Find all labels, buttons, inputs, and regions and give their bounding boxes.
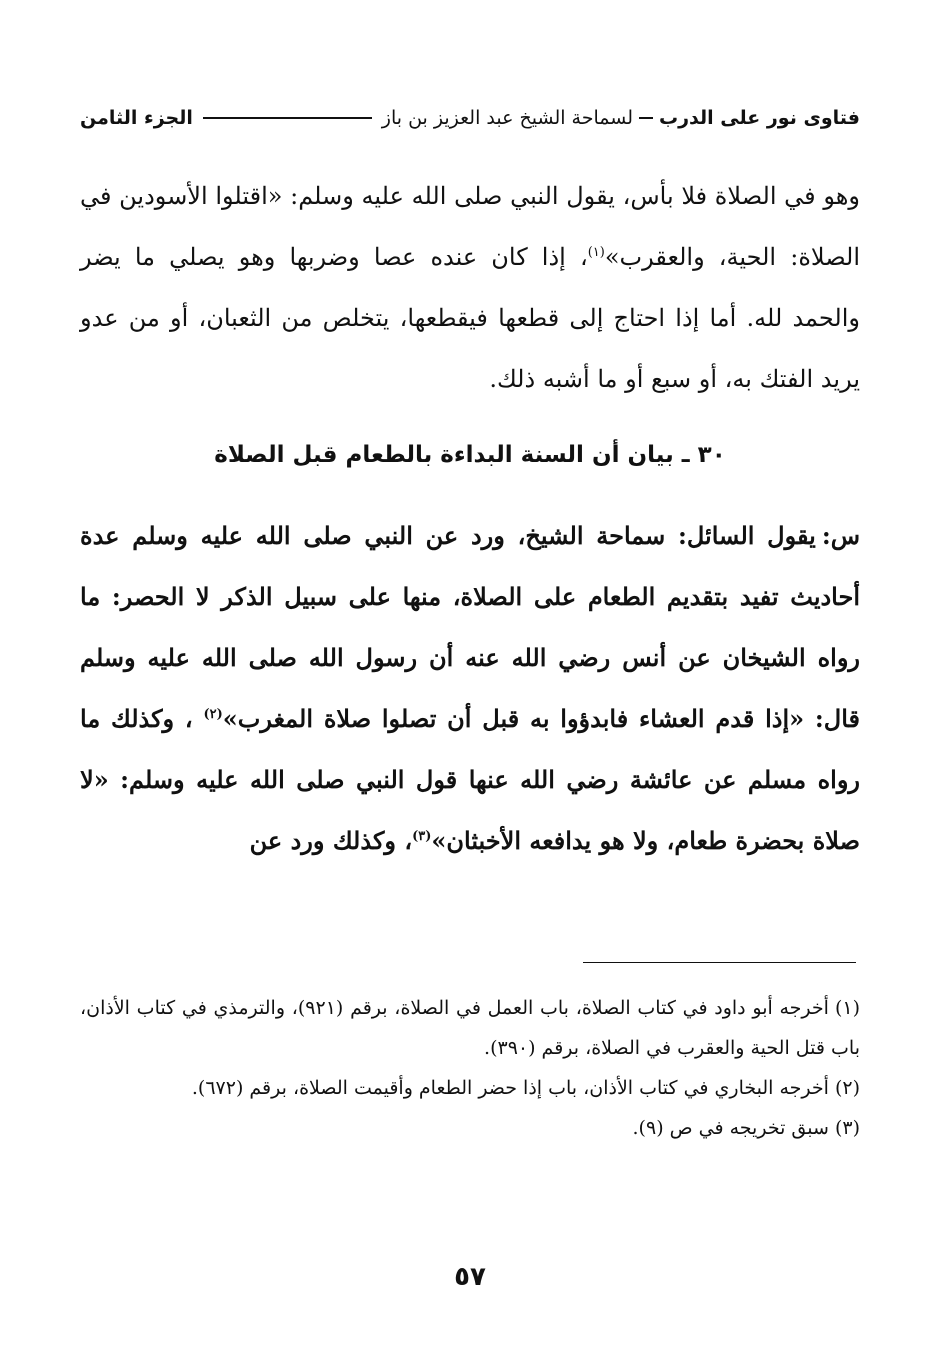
- footnote-ref-3[interactable]: (٣): [412, 829, 432, 844]
- page-number: ٥٧: [454, 1262, 486, 1292]
- footnote-number: (٢): [834, 1077, 860, 1099]
- footnote-divider: [583, 962, 856, 963]
- book-title: فتاوى نور على الدرب: [659, 107, 860, 129]
- question-text-1: يقول السائل: سماحة الشيخ، ورد عن النبي صلى الله عليه وسلم عدة أحاديث تفيد بتقديم الطعام على الصلاة، منها على سبيل الذكر لا الحصر: ما رواه الشيخان عن أنس رضي الله عنه أن رسول الله صلى الله عليه وسلم قال: «إذا قدم العشاء فابدؤوا به قبل أن تصلوا صلاة المغرب»: [80, 521, 860, 733]
- section-heading: ٣٠ ـ بيان أن السنة البداءة بالطعام قبل الصلاة: [214, 442, 726, 468]
- footnote-text: أخرجه أبو داود في كتاب الصلاة، باب العمل في الصلاة، برقم (٩٢١)، والترمذي في كتاب الأذان، باب قتل الحية والعقرب في الصلاة، برقم (٣٩٠).: [80, 997, 860, 1059]
- footnotes: [80, 988, 860, 1148]
- footnote-2: [80, 1068, 860, 1108]
- footnote-number: (٣): [834, 1117, 860, 1139]
- question-paragraph: [80, 505, 860, 871]
- footnote-ref-2[interactable]: (٢): [203, 707, 223, 722]
- footnote-number: (١): [834, 997, 860, 1019]
- paragraph-text-2: ، إذا كان عنده عصا وضربها وهو يصلي ما يضر والحمد لله. أما إذا احتاج إلى قطعها فيقطعها، يتخلص من الثعبان، أو من عدو يريد الفتك به، أو سبع أو ما أشبه ذلك.: [80, 243, 860, 393]
- footnote-3: [80, 1108, 860, 1148]
- header-dash: [639, 117, 653, 119]
- footnote-1: [80, 988, 860, 1068]
- author-name: لسماحة الشيخ عبد العزيز بن باز: [381, 107, 633, 129]
- footnote-text: سبق تخريجه في ص (٩).: [632, 1117, 829, 1139]
- question-text-3: ، وكذلك ورد عن: [249, 826, 413, 855]
- footnote-text: أخرجه البخاري في كتاب الأذان، باب إذا حضر الطعام وأقيمت الصلاة، برقم (٦٧٢).: [191, 1077, 829, 1099]
- paragraph-continuation: [80, 166, 860, 410]
- question-text-2: ، وكذلك ما رواه مسلم عن عائشة رضي الله عنها قول النبي صلى الله عليه وسلم: «لا صلاة بحضرة طعام، ولا هو يدافعه الأخبثان»: [80, 704, 860, 855]
- footnote-ref-1[interactable]: (١): [587, 245, 605, 260]
- header-rule: [203, 117, 372, 119]
- paragraph-text-1: وهو في الصلاة فلا بأس، يقول النبي صلى الله عليه وسلم: «اقتلوا الأسودين في الصلاة: الحية، والعقرب»: [80, 182, 861, 271]
- volume-part: الجزء الثامن: [80, 107, 193, 129]
- question-label: س:: [821, 521, 860, 550]
- running-header: [80, 98, 860, 138]
